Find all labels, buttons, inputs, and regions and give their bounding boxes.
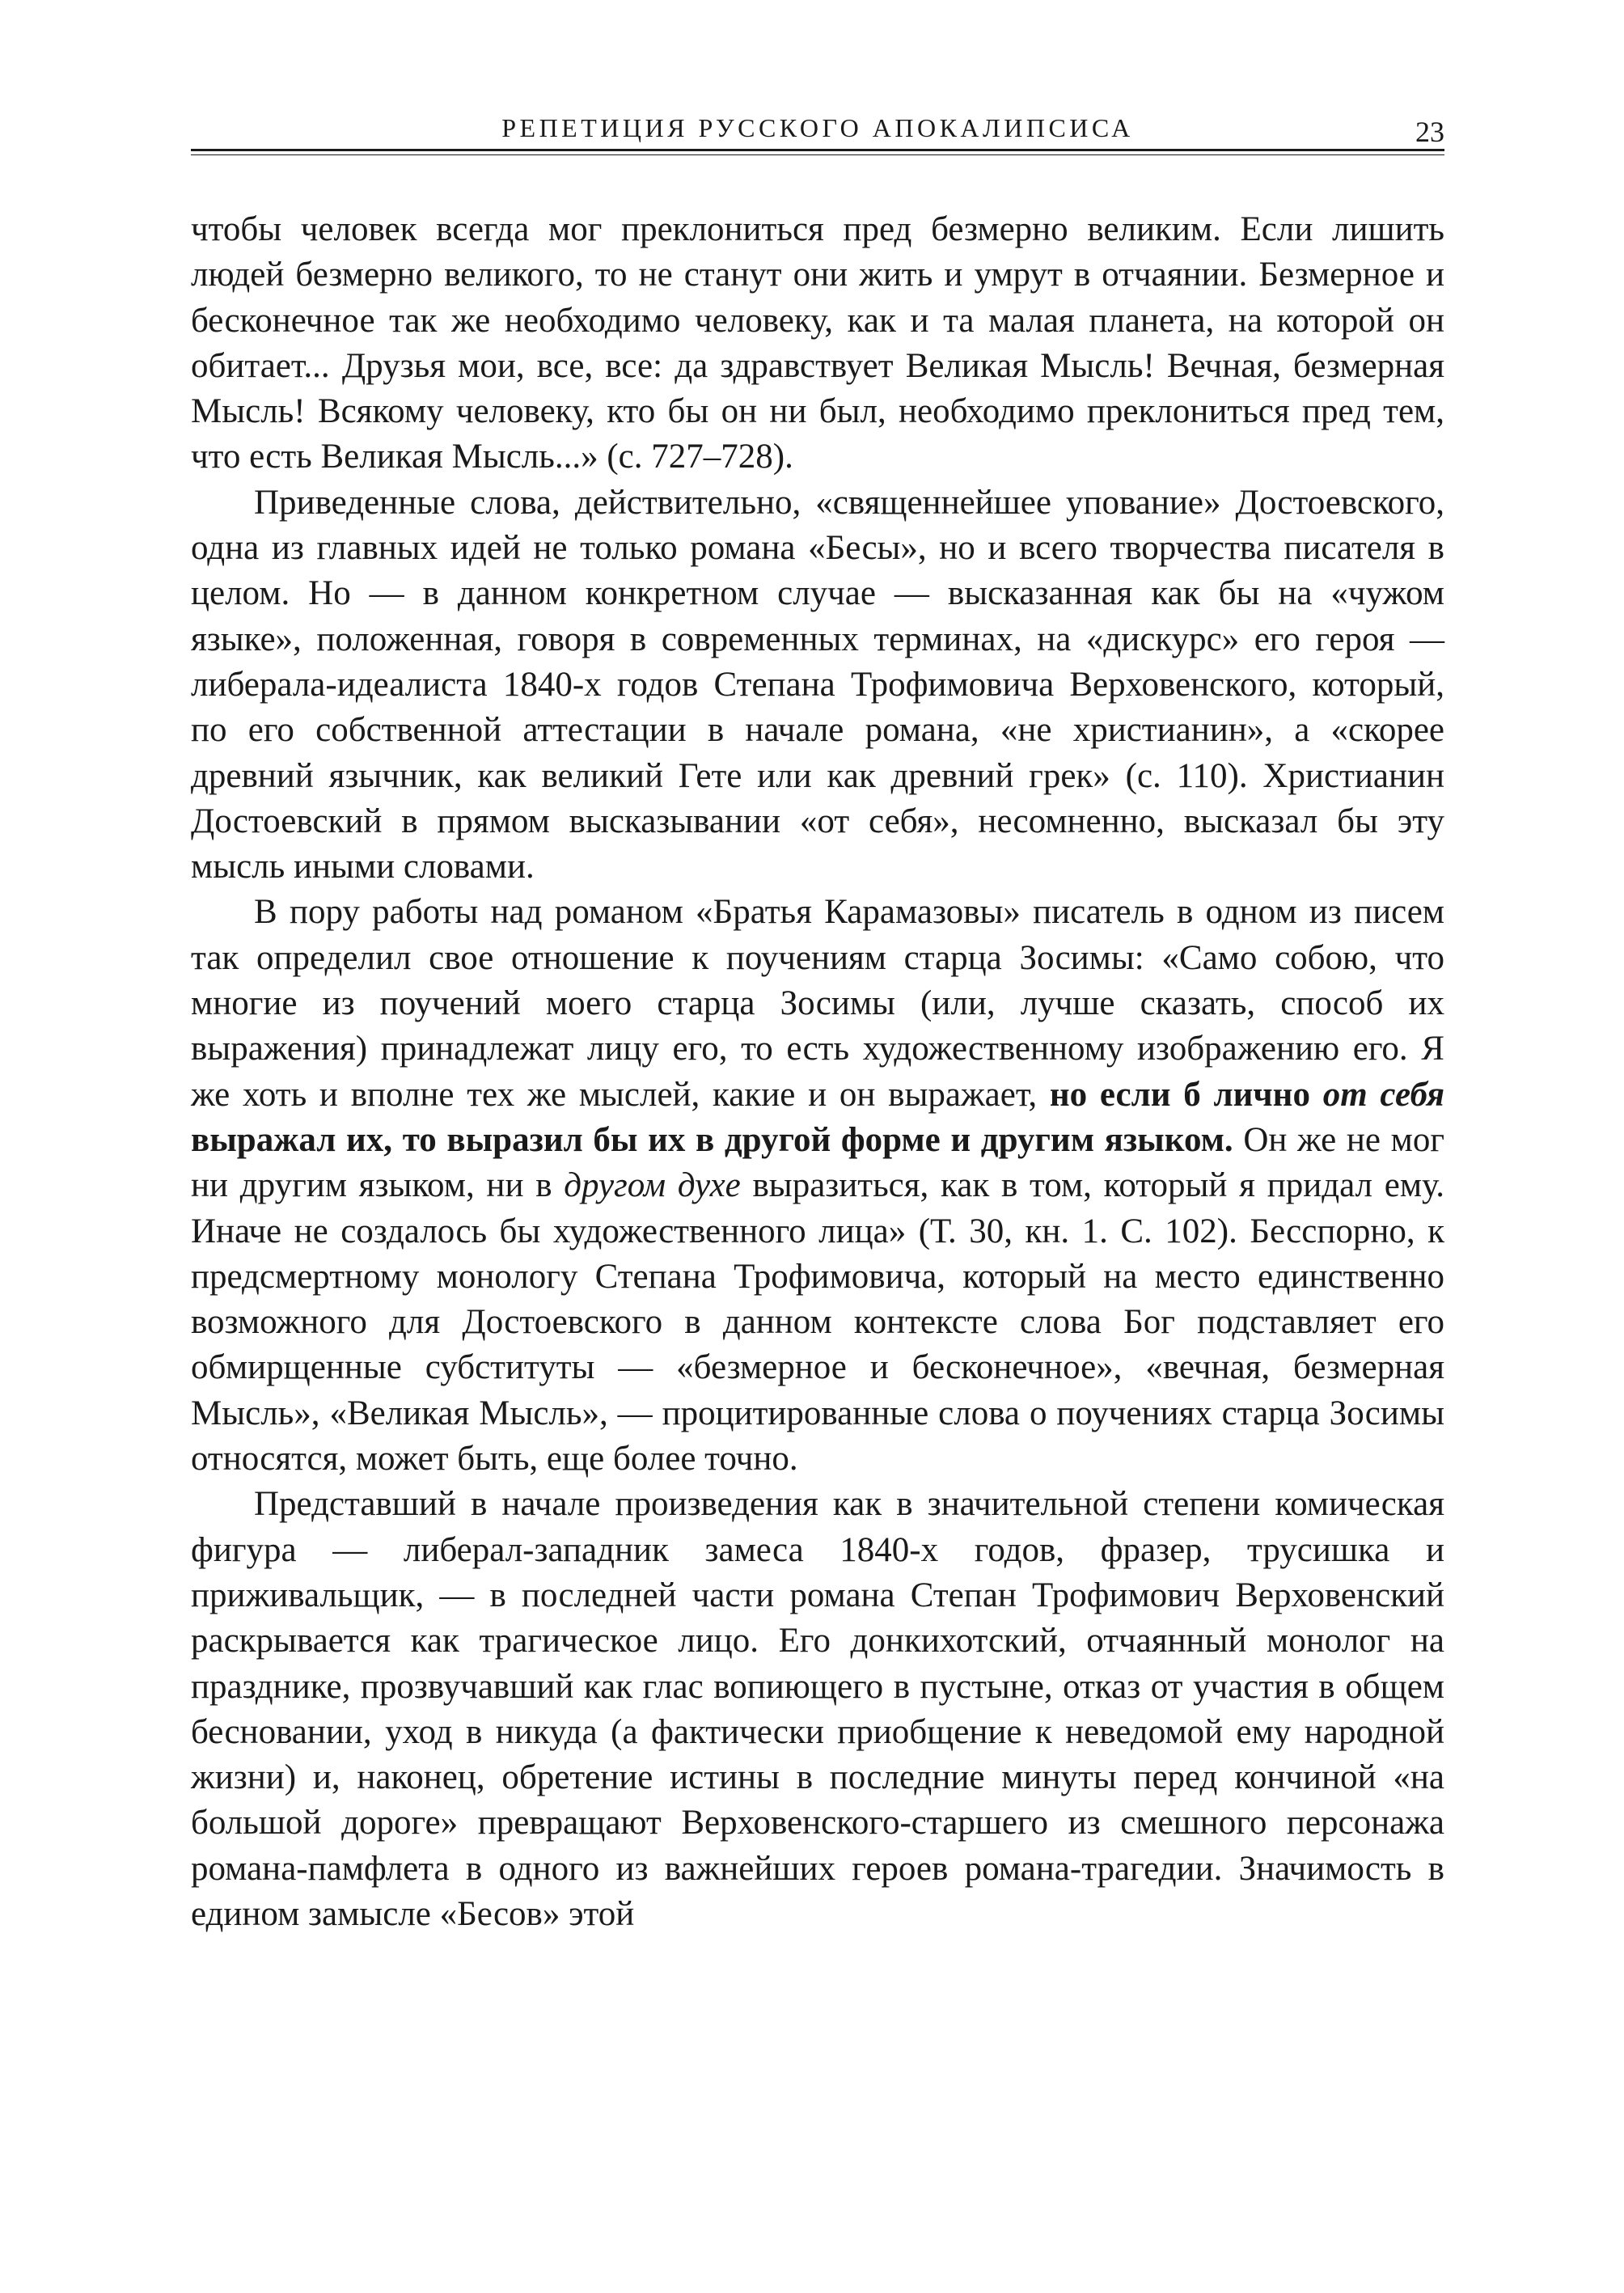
paragraph-3-bold-italic: от себя [1322, 1075, 1444, 1114]
paragraph-2: Приведенные слова, действительно, «священнейшее упование» Достоевского, одна из главных идей не только романа «Бесы», но и всего творчества писателя в целом. Но — в данном конкретном случае — высказанная как бы на «чужом языке», положенная, говоря в современных терминах, на «дискурс» его героя — либерала-идеалиста 1840-х годов Степана Трофимовича Верховенского, который, по его собственной аттестации в начале романа, «не христианин», а «скорее древний язычник, как великий Гете или как древний грек» (с. 110). Христианин Достоевский в прямом высказывании «от себя», несомненно, высказал бы эту мысль иными словами. [191, 483, 1444, 886]
header-rule-thick [191, 149, 1444, 151]
paragraph-3-bold-a: но если б лично [1049, 1075, 1323, 1114]
running-title: РЕПЕТИЦИЯ РУССКОГО АПОКАЛИПСИСА [501, 113, 1134, 142]
paragraph-3-bold-b: выражал их, то выразил бы их в другой форме и другим языком. [191, 1120, 1233, 1159]
paragraph-3-text-a: В пору работы над романом «Братья Карамазовы» писатель в одном из писем так определил свое отношение к поучениям старца Зосимы: «Само собою, что многие из поучений моего старца Зосимы (или, лучше сказать, способ их выражения) принадлежат лицу его, то есть художественному изображению его. Я же хоть и вполне тех же мыслей, какие и он выражает, [191, 893, 1444, 1114]
paragraph-3-text-c: выразиться, как в том, который я придал ему. Иначе не создалось бы художественного лица» (Т. 30, кн. 1. С. 102). Бесспорно, к предсмертному монологу Степана Трофимовича, который на место единственно возможного для Достоевского в данном контексте слова Бог подставляет его обмирщенные субституты — «безмерное и бесконечное», «вечная, безмерная Мысль», «Великая Мысль», — процитированные слова о поучениях старца Зосимы относятся, может быть, еще более точно. [191, 1166, 1445, 1479]
paragraph-3-text-b: Он же не мог ни другим языком, ни в [191, 1120, 1444, 1205]
paragraph-3 [191, 890, 1444, 1482]
page-number: 23 [1415, 116, 1444, 148]
paragraph-3-italic: другом духе [564, 1166, 741, 1205]
running-head [191, 108, 1444, 149]
paragraph-1: чтобы человек всегда мог преклониться пред безмерно великим. Если лишить людей безмерно великого, то не станут они жить и умрут в отчаянии. Безмерное и бесконечное так же необходимо человеку, как и та малая планета, на которой он обитает... Друзья мои, все, все: да здравствует Великая Мысль! Вечная, безмерная Мысль! Всякому человеку, кто бы он ни был, необходимо преклониться пред тем, что есть Великая Мысль...» (с. 727–728). [191, 210, 1444, 476]
body-text [191, 207, 1444, 1937]
header-rule-thin [191, 154, 1444, 155]
paragraph-4: Представший в начале произведения как в значительной степени комическая фигура — либерал-западник замеса 1840-х годов, фразер, трусишка и приживальщик, — в последней части романа Степан Трофимович Верховенский раскрывается как трагическое лицо. Его донкихотский, отчаянный монолог на празднике, прозвучавший как глас вопиющего в пустыне, отказ от участия в общем бесновании, уход в никуда (а фактически приобщение к неведомой ему народной жизни) и, наконец, обретение истины в последние минуты перед кончиной «на большой дороге» превращают Верховенского-старшего из смешного персонажа романа-памфлета в одного из важнейших героев романа-трагедии. Значимость в едином замысле «Бесов» этой [191, 1485, 1444, 1933]
